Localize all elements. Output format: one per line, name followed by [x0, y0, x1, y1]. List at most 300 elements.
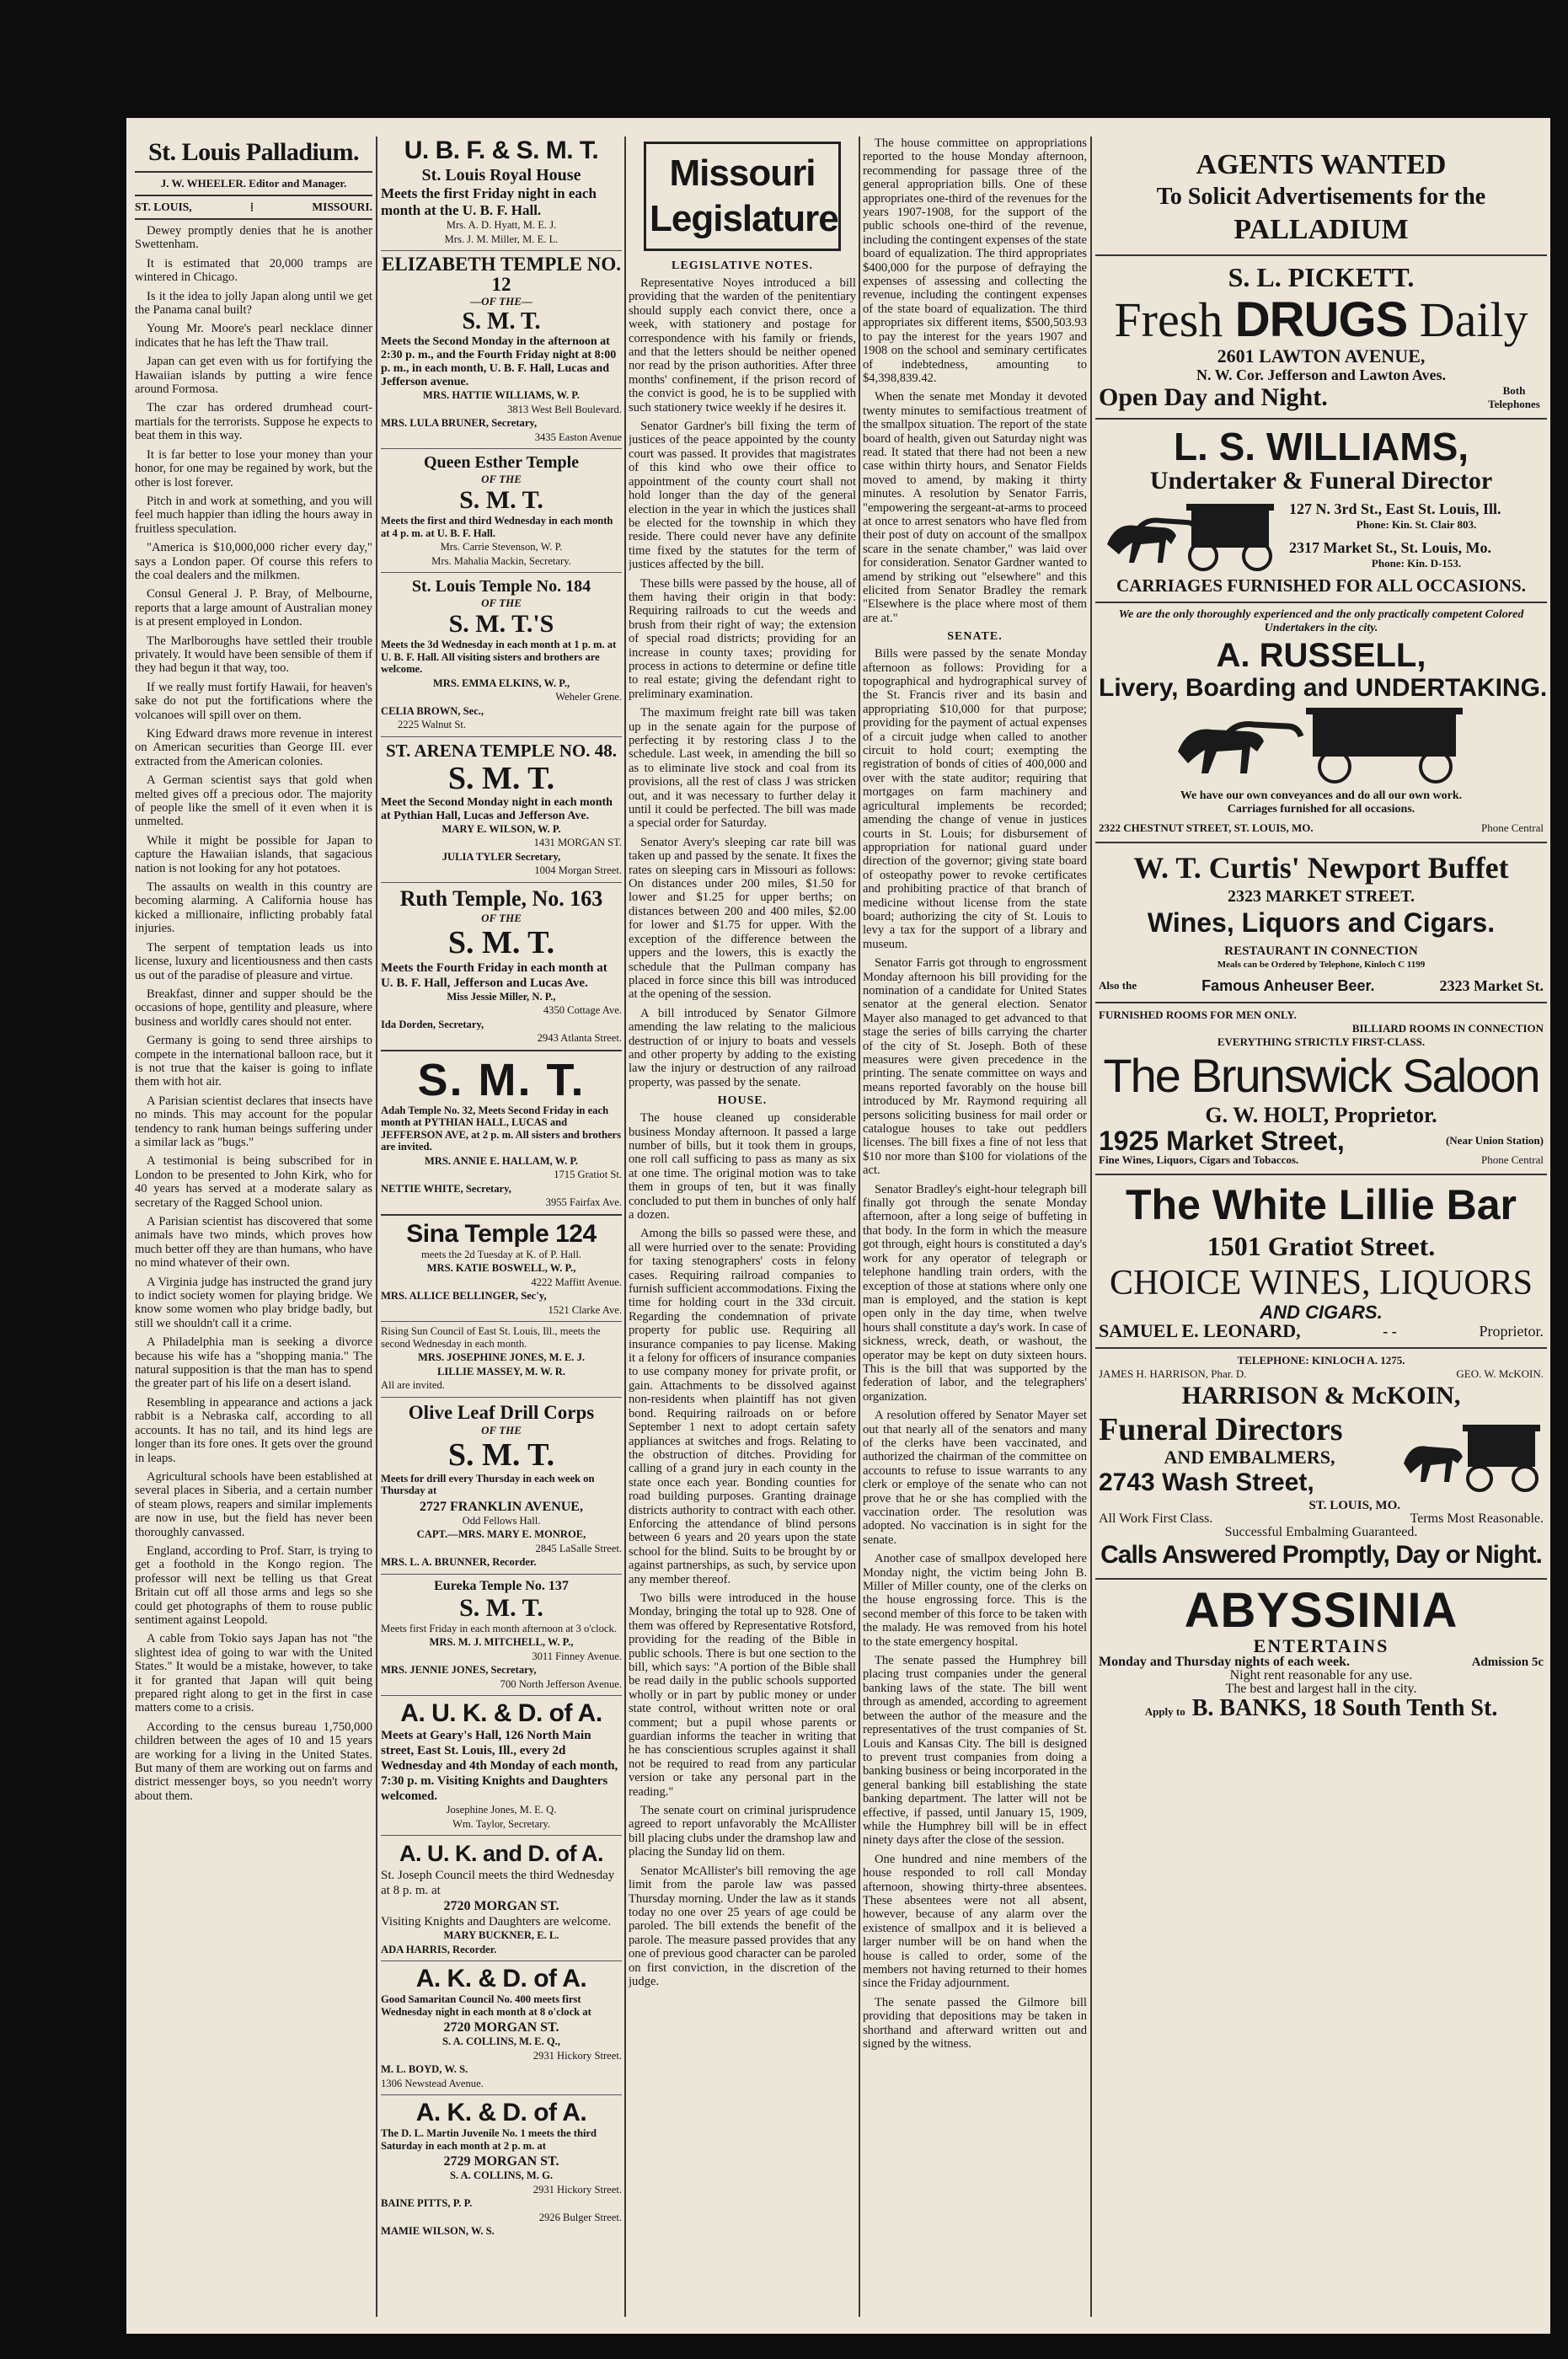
article-paragraph: Consul General J. P. Bray, of Melbourne, reports that a large amount of Australian money is at present employed in London.	[135, 587, 372, 629]
divider	[381, 1835, 622, 1836]
ad-line: Admission 5c	[1471, 1656, 1544, 1669]
article-paragraph: The senate passed the Humphrey bill placing trust companies under the general banking laws of the state. The bill went through as amended, according to agreement between the author of the measure and the representatives of the trust companies of St. Louis and Kansas City. The bill is designed to prevent trust companies from doing a banking business or being incorporated in the general banking bill establishing the state banking department. The latter will not be effective, if passed, until January 15, 1909, while the Humphrey bill will be in effect ninety days after the close of the session.	[863, 1654, 1087, 1848]
divider	[381, 882, 622, 883]
ad-address: 2322 CHESTNUT STREET, ST. LOUIS, MO.	[1099, 821, 1314, 834]
article-paragraph: Bills were passed by the senate Monday afternoon as follows: Providing for a topographical and hydrographical survey of the St. Francis river and its basin and appropriating $10,000 for that purpose; providing for the payment of actual expenses of a circuit judge when called to another circuit to hold court; exempting the registration of bonds of cities of 400,000 and over with the state auditor; requiring that mortgages on farm machinery and agricultural implements be recorded; amending the change of venue in justices courts in St. Louis; for disbursement of appropriation for national guard under direction of the governor; giving state board of osteopathy power to revoke certificates and prohibiting practice of that branch of medicine without license from the state board; authorizing the city of St. Louis to levy a tax for the support of a library and museum.	[863, 647, 1087, 951]
ad-line: We are the only thoroughly experienced and the only practically competent Colored Undertakers in the city.	[1118, 608, 1524, 634]
column-rule	[1090, 136, 1092, 2317]
masthead-title: St. Louis Palladium.	[147, 138, 360, 166]
article-paragraph: A Philadelphia man is seeking a divorce because his wife has a "shopping mania." The natural supposition is that the man has to spend the greater part of his life on a desert island.	[135, 1335, 372, 1391]
lodge-title: A. K. & D. of A.	[415, 1965, 587, 1993]
lodge-officer: MRS. KATIE BOSWELL, W. P.,	[426, 1262, 576, 1274]
column-editorials	[135, 136, 372, 2317]
article-paragraph: Resembling in appearance and actions a jack rabbit is a Nebraska calf, according to all accounts. It has no tail, and its hind legs are longer than its fore ones. It gets over the ground in leaps.	[135, 1395, 372, 1465]
column-legislature-cont	[863, 136, 1087, 2317]
ad-line: FURNISHED ROOMS FOR MEN ONLY.	[1099, 1008, 1297, 1021]
lodge-title: A. U. K. and D. of A.	[399, 1841, 603, 1866]
ad-row	[1099, 1411, 1544, 1512]
divider	[135, 171, 372, 173]
ad-russell-undertaking	[1095, 603, 1547, 843]
lodge-body: Meet the Second Monday night in each month at Pythian Hall, Lucas and Jefferson Ave.	[381, 795, 613, 822]
lodge-body: Visiting Knights and Daughters are welcome.	[381, 1915, 612, 1928]
house-paragraphs	[629, 1111, 856, 1988]
article-paragraph: The house cleaned up considerable business Monday afternoon. It passed a large number of bills, but it took them in groups, one roll call sufficing to pass as many as six at one time. The original motion was to take them in groups of ten, but it was finally concluded to put them in bunches of only half a dozen.	[629, 1111, 856, 1222]
column-rule	[859, 136, 860, 2317]
lodge-body: Meets the first and third Wednesday in each month at 4 p. m. at U. B. F. Hall.	[381, 515, 613, 539]
lodge-ofthe: —OF THE—	[470, 295, 532, 308]
ad-address: 2601 LAWTON AVENUE,	[1217, 345, 1426, 366]
lodge-officer: CELIA BROWN, Sec.,	[381, 704, 484, 717]
article-paragraph: A resolution offered by Senator Mayer set out that nearly all of the senators and many of the clerks have been vaccinated, and authorized the chairman of the committee on accounts to refuse to issue warrants to any clerk or employe of the senate who can not prove that he or she has complied with the vaccination order. The resolution was adopted. No vaccination is in sight for the senate.	[863, 1409, 1087, 1547]
lodge-order: S. M. T.	[462, 308, 541, 334]
lodge-officer: M. L. BOYD, W. S.	[381, 2063, 468, 2075]
article-paragraph: According to the census bureau 1,750,000 children between the ages of 10 and 15 years are working for a living in the United States. But many of them are working out on farms and district messenger boys, so you needn't worry about them.	[135, 1720, 372, 1803]
lodge-address: 2931 Hickory Street.	[532, 2049, 622, 2062]
lodge-officer: Miss Jessie Miller, N. P.,	[447, 990, 556, 1003]
lodge-body: Meets the Second Monday in the afternoon at 2:30 p. m., and the Fourth Friday night at 8:00 p. m., in each month, U. B. F. Hall, Lucas and Jefferson avenue.	[381, 335, 617, 388]
ad-line: The best and largest hall in the city.	[1225, 1682, 1417, 1696]
lodge-order: S. M. T.	[447, 924, 555, 960]
lodge-order: S. M. T.	[447, 1436, 555, 1473]
lodge-officer: ADA HARRIS, Recorder.	[381, 1943, 497, 1955]
article-paragraph: Senator McAllister's bill removing the age limit from the parole law was passed Thursday morning. Under the law as it stands today no one over 25 years of age could be paroled. The bill extends the benefit of the parole. The measure passed provides that any one of previous good character can be paroled on first conviction, in the discretion of the judge.	[629, 1864, 856, 1988]
divider	[381, 2094, 622, 2095]
lodge-title: Olive Leaf Drill Corps	[408, 1401, 595, 1423]
lodge-ubf	[381, 136, 622, 245]
column-lodges	[381, 136, 622, 2317]
column-rule	[376, 136, 377, 2317]
article-paragraph: Pitch in and work at something, and you will feel much happier than idling the hours away in fruitless speculation.	[135, 494, 372, 536]
ad-heading: A. RUSSELL,	[1216, 637, 1426, 674]
lodge-ofthe: OF THE	[481, 911, 522, 924]
lodge-rising-sun	[381, 1325, 622, 1392]
ad-heading: The White Lillie Bar	[1126, 1181, 1517, 1228]
lodge-address: 2720 MORGAN ST.	[443, 1899, 559, 1913]
ad-line: Livery, Boarding and UNDERTAKING.	[1099, 674, 1547, 702]
ad-line: GEO. W. McKOIN.	[1456, 1367, 1544, 1380]
lodge-title: Eureka Temple No. 137	[434, 1578, 569, 1593]
lodge-address: 2845 LaSalle Street.	[535, 1542, 622, 1554]
ad-row	[1099, 384, 1544, 411]
lodge-note: All are invited.	[381, 1379, 445, 1391]
lodge-body: Adah Temple No. 32, Meets Second Friday in each month at PYTHIAN HALL, LUCAS and JEFFERSON AVE, at 2 p. m. All sisters and brothers are invited.	[381, 1104, 622, 1153]
horse-carriage-icon	[1144, 701, 1498, 785]
ad-phone: Phone: Kin. D-153.	[1371, 557, 1462, 570]
article-paragraph: Young Mr. Moore's pearl necklace dinner indicates that he has left the Thaw trail.	[135, 322, 372, 350]
divider	[381, 572, 622, 573]
ad-line: All Work First Class.	[1099, 1511, 1213, 1526]
article-paragraph: Senator Gardner's bill fixing the term of justices of the peace appointed by the county court was passed. It provides that magistrates of this kind who owe their office to appointment of the county court shall not hold longer than the day of the general election in the year in which the justices shall be elected for the township in which they reside. There could never have any definite time fixed by the statutes for the term of justices affected by the bill.	[629, 420, 856, 572]
ad-row	[1099, 1696, 1544, 1721]
article-paragraph: A Parisian scientist declares that insects have no minds. This may account for the popular tendency to rank human beings suffering under a similar lack as "bugs."	[135, 1094, 372, 1149]
article-paragraph: Senator Bradley's eight-hour telegraph bill finally got through the senate Monday afternoon, after a long seige of buffeting in that body. In the form in which the measure got through, eight hours is constituted a day's work for any operator of telegraph or telephone handling train orders, with the exception of those at stations where only one man is employed, and the station is kept open only in the day time, when twelve hours shall constitute a day's work. In case of sickness, wreck, death, or washout, the operator may be kept on duty sixteen hours. This is the bill that was supported by the federation of labor, and the telegraphers' organization.	[863, 1182, 1087, 1404]
lodge-body: Meets the first Friday night in each month at the U. B. F. Hall.	[381, 185, 597, 218]
lodge-officer: MARY BUCKNER, E. L.	[443, 1929, 559, 1941]
article-paragraph: Is it the idea to jolly Japan along until we get the Panama canal built?	[135, 289, 372, 318]
article-paragraph: Germany is going to send three airships to compete in the international balloon race, but it is not true that the kaiser is going to inflate them with hot air.	[135, 1034, 372, 1089]
ad-line: Carriages furnished for all occasions.	[1227, 803, 1415, 816]
ad-address: 127 N. 3rd St., East St. Louis, Ill.	[1289, 500, 1501, 517]
lodge-body: Meets the Fourth Friday in each month at U. B. F. Hall, Jefferson and Lucas Ave.	[381, 960, 607, 990]
ad-address: 2323 Market St.	[1439, 977, 1544, 994]
ad-line: CHOICE WINES, LIQUORS	[1109, 1264, 1533, 1303]
ad-heading: L. S. WILLIAMS,	[1173, 425, 1469, 468]
lodge-officer: Mrs. J. M. Miller, M. E. L.	[444, 233, 559, 245]
appropriation-paragraphs	[863, 136, 1087, 625]
article-paragraph: "America is $10,000,000 richer every day," says a London paper. Of course this refers to the coal dealers and the milkmen.	[135, 541, 372, 582]
ad-row	[1099, 1126, 1544, 1156]
ad-line: AND EMBALMERS,	[1164, 1447, 1335, 1468]
lodge-address: 3955 Fairfax Ave.	[545, 1196, 622, 1208]
article-paragraph: These bills were passed by the house, all of them having their origin in that body: Requiring railroads to cut the weeds and brush from their right of way; the extension of special road districts; providing for an increase in county taxes; providing for process in actions to determine or define title to real estate; giving the defendant right to preliminary examination.	[629, 576, 856, 701]
article-paragraph: If we really must fortify Hawaii, for heaven's sake do not put the fortifications where the volcanoes will spill over on them.	[135, 680, 372, 722]
divider	[381, 1960, 622, 1961]
lodge-order: S. M. T.	[417, 1054, 586, 1105]
lodge-title: Sina Temple 124	[406, 1219, 597, 1248]
lodge-address: 3813 West Bell Boulevard.	[507, 403, 622, 415]
article-paragraph: The assaults on wealth in this country are becoming alarming. A California house has kicked a millionaire, inflicting probably fatal injuries.	[135, 880, 372, 936]
ad-line: (Near Union Station)	[1445, 1134, 1544, 1147]
lodge-officer: Wm. Taylor, Secretary.	[452, 1817, 551, 1830]
lodge-address: 2727 FRANKLIN AVENUE,	[420, 1499, 583, 1514]
ad-address: 2743 Wash Street,	[1099, 1468, 1314, 1496]
lodge-officer: MRS. JENNIE JONES, Secretary,	[381, 1664, 537, 1676]
ad-address: 1501 Gratiot Street.	[1207, 1231, 1436, 1261]
column-advertisements	[1095, 136, 1547, 2317]
lodge-officer: S. A. COLLINS, M. G.	[449, 2169, 554, 2181]
article-paragraph: England, according to Prof. Starr, is trying to get a foothold in the Kongo region. The professor will next be telling us that Great Britain cut off all those arms and legs so she could get photographs of them to rouse public sentiment against Leopold.	[135, 1543, 372, 1627]
lodge-address: 2729 MORGAN ST.	[443, 2154, 559, 2169]
article-paragraph: Among the bills so passed were these, and all were hurried over to the senate: Providing for taxing stenographers' costs in felony cases. Requiring railroad companies to furnish sufficient accommodations. Fixing the time for holding court in the 33d circuit. Regarding the condemnation of private property for public use. Requiring all insurance companies to pay license. Making it a felony for officers of insurance companies to use company money for private profit, or gain. Attachments to be dissolved against non-residents when plaintiff has not given bond. Requiring railroads on or before September 1 next to adopt certain safety appliances at switches and frogs. Relating to the obstruction of ditches. Providing for calling of a grand jury in each county in the state once each year. Bonding counties for road building purposes. Granting drainage districts authority to contract with each other. Enforcing the attendance of blind persons between 6 years and 20 years upon the state school for the blind. Suits to be brought by or against partnerships, as such, by service upon any member thereof.	[629, 1227, 856, 1586]
lodge-address: 3435 Easton Avenue	[534, 431, 622, 443]
ad-row	[1099, 1322, 1544, 1340]
divider	[381, 250, 622, 251]
lodge-order: S. M. T.	[459, 1593, 543, 1622]
lodge-body: St. Joseph Council meets the third Wednesday at 8 p. m. at	[381, 1869, 615, 1897]
ad-line: RESTAURANT IN CONNECTION	[1224, 944, 1418, 958]
ad-text-block	[1099, 1411, 1400, 1512]
ad-line: Calls Answered Promptly, Day or Night.	[1100, 1541, 1542, 1569]
lodge-officer: MARY E. WILSON, W. P.	[442, 822, 561, 835]
article-paragraph: The czar has ordered drumhead court-martials for the terrorists. Suppose he expects to beat them in this way.	[135, 401, 372, 443]
lodge-hall: Odd Fellows Hall.	[462, 1514, 541, 1527]
lodge-order: S. M. T.	[447, 760, 555, 796]
ad-line: AND CIGARS.	[1260, 1302, 1383, 1323]
article-paragraph: King Edward draws more revenue in interest on American securities than George III. ever extracted from the American colonies.	[135, 727, 372, 768]
lodge-ofthe: OF THE	[481, 1423, 522, 1436]
divider	[381, 448, 622, 449]
lodge-officer: MRS. HATTIE WILLIAMS, W. P.	[423, 389, 580, 401]
article-paragraph: Representative Noyes introduced a bill providing that the warden of the penitentiary should supply each convict there, once a week, with stationery and postage for correspondence with his family or friends, and that the letters should be neither opened nor read by the prison authorities. After three months' confinement, if the prison record of the convict is good, he is to be supplied with such stationery twice weekly if he desires it.	[629, 276, 856, 415]
lodge-body: Meets at Geary's Hall, 126 North Main street, East St. Louis, Ill., every 2d Wednesday and 4th Monday of each month, 7:30 p. m. Visiting Knights and Daughters welcomed.	[381, 1729, 618, 1803]
lodge-officer: MRS. LULA BRUNER, Secretary,	[381, 417, 538, 429]
lodge-body: Meets the 3d Wednesday in each month at 1 p. m. at U. B. F. Hall. All visiting sisters and brothers are welcome.	[381, 639, 617, 675]
lodge-body: Rising Sun Council of East St. Louis, Ill., meets the second Wednesday in each month.	[381, 1325, 601, 1350]
ad-harrison-mckoin	[1095, 1349, 1547, 1580]
divider	[381, 1397, 622, 1398]
ad-row	[1099, 1512, 1544, 1526]
article-paragraph: It is estimated that 20,000 tramps are wintered in Chicago.	[135, 256, 372, 285]
ad-abyssinia	[1095, 1580, 1547, 1728]
lodge-address: 1715 Gratiot St.	[554, 1169, 622, 1180]
lodge-address: 2943 Atlanta Street.	[537, 1032, 622, 1044]
ad-williams-undertaker	[1095, 420, 1547, 603]
section-header-missouri-legislature: Missouri Legislature	[644, 142, 841, 251]
lodge-title: ELIZABETH TEMPLE NO. 12	[382, 254, 621, 295]
lodge-title: A. K. & D. of A.	[415, 2099, 587, 2126]
lodge-title: A. U. K. & D. of A.	[400, 1699, 602, 1727]
article-paragraph: A German scientist says that gold when melted gives off a precious odor. The majority of people like the smell of it even when it is unmelted.	[135, 773, 372, 829]
article-paragraph: A bill introduced by Senator Gilmore amending the law relating to the malicious destruction of or injury to boats and vessels and other property by adding to the existing law the injury or destruction of any railroad property, was passed by the senate.	[629, 1006, 856, 1089]
ad-line: Funeral Directors	[1099, 1412, 1343, 1447]
lodge-address: 4222 Maffitt Avenue.	[531, 1276, 622, 1288]
ad-line: CARRIAGES FURNISHED FOR ALL OCCASIONS.	[1116, 575, 1526, 596]
lodge-officer: LILLIE MASSEY, M. W. R.	[436, 1365, 566, 1377]
ad-line: Undertaker & Funeral Director	[1149, 467, 1493, 495]
ad-addresses	[1289, 500, 1544, 570]
article-paragraph: Agricultural schools have been established at several places in Siberia, and a certain number of steam plows, reapers and similar implements are now in use, but the field has never been thoroughly canvassed.	[135, 1469, 372, 1539]
divider	[381, 736, 622, 737]
lodge-queen-esther	[381, 452, 622, 567]
divider	[381, 1050, 622, 1051]
ad-line: Meals can be Ordered by Telephone, Kinloch C 1199	[1217, 960, 1426, 970]
lodge-address: 2931 Hickory Street.	[532, 2183, 622, 2196]
ad-line: PALLADIUM	[1234, 214, 1409, 245]
ad-phone: Phone Central	[1480, 821, 1544, 834]
lodge-title: Queen Esther Temple	[423, 453, 580, 472]
legislative-paragraphs	[629, 276, 856, 1089]
ad-phone: TELEPHONE: KINLOCH A. 1275.	[1237, 1354, 1405, 1367]
horse-hearse-icon	[1400, 1411, 1544, 1504]
ad-address: 2323 MARKET STREET.	[1227, 887, 1415, 906]
article-paragraph: A Parisian scientist has discovered that some animals have two minds, which proves how much better off they are than humans, who have no mind whatever of their own.	[135, 1215, 372, 1270]
article-paragraph: Another case of smallpox developed here Monday night, the victim being John B. Miller of Miller county, one of the clerks on the house engrossing force. This is the second member of this force to be taken with the malady. He was removed from his hotel to the state emergency hospital.	[863, 1552, 1087, 1649]
masthead-state: MISSOURI.	[312, 201, 372, 213]
column-rule	[624, 136, 626, 2317]
subhead-house: HOUSE.	[717, 1094, 768, 1108]
lodge-order: S. M. T.	[459, 486, 543, 514]
ad-pickett-drugs	[1095, 256, 1547, 420]
article-paragraph: The maximum freight rate bill was taken up in the senate again for the purpose of perfecting it by restoring class J to the schedule. Last week, in amending the bill so as to eliminate live stock and coal from its provisions, all the rest of class J was stricken out, and it was necessary to further delay it until it could be perfected. The bill was made a special order for Saturday.	[629, 706, 856, 831]
ad-line: Famous Anheuser Beer.	[1201, 977, 1375, 994]
column-legislature	[629, 136, 856, 2317]
article-paragraph: The senate passed the Gilmore bill providing that depositions may be taken in shorthand and afterward written out and signed by the witness.	[863, 1995, 1087, 2051]
lodge-olive-leaf	[381, 1401, 622, 1569]
lodge-sina	[381, 1220, 622, 1317]
lodge-ofthe: OF THE	[481, 596, 522, 609]
lodge-address: 1431 MORGAN ST.	[533, 837, 622, 848]
lodge-officer: MRS. JOSEPHINE JONES, M. E. J.	[417, 1351, 586, 1363]
ad-line: BILLIARD ROOMS IN CONNECTION	[1351, 1022, 1544, 1035]
article-paragraph: A testimonial is being subscribed for in London to be presented to John Kirk, who for 40 years has served at a moderate salary as secretary of the Ragged School union.	[135, 1154, 372, 1210]
divider	[381, 1214, 622, 1216]
lodge-officer: MRS. EMMA ELKINS, W. P.,	[432, 677, 570, 689]
ad-line: EVERYTHING STRICTLY FIRST-CLASS.	[1217, 1035, 1426, 1048]
masthead-city: ST. LOUIS,	[135, 201, 192, 213]
ad-row	[1099, 1367, 1544, 1381]
ad-line: Open Day and Night.	[1099, 383, 1328, 411]
article-paragraph: Senator Farris got through to engrossment Monday afternoon his bill providing for the nomination of a candidate for United States senator at the general election. Senator Mayer also managed to get advanced to that stage the series of bills carrying the charter of the city of St. Joseph. Both of these measures were given precedence in the printing. The senate committee on ways and means reported favorably on the house bill introduced by Mr. Raymond requiring all persons soliciting business for mail order or catalogue houses to take out peddlers licenses. The bill fixes a fine of not less that $10 nor more than $100 for violations of the act.	[863, 956, 1087, 1178]
ad-heading: ABYSSINIA	[1184, 1583, 1458, 1638]
lodge-officer: CAPT.—MRS. MARY E. MONROE,	[416, 1528, 586, 1540]
lodge-officer: MRS. M. J. MITCHELL, W. P.,	[429, 1636, 574, 1648]
lodge-title: U. B. F. & S. M. T.	[404, 136, 599, 164]
lodge-officer: Josephine Jones, M. E. Q.	[446, 1804, 557, 1816]
ad-word: Fresh	[1114, 292, 1223, 347]
article-paragraph: The serpent of temptation leads us into license, luxury and licentiousness and then casts us out of the paradise of pleasure and virtue.	[135, 940, 372, 982]
article-paragraph: While it might be possible for Japan to capture the Hawaiian islands, that sagacious nation is not looking for any hot potatoes.	[135, 833, 372, 875]
ad-line: N. W. Cor. Jefferson and Lawton Aves.	[1196, 366, 1447, 383]
lodge-officer: BAINE PITTS, P. P.	[381, 2197, 473, 2209]
ad-heading: S. L. PICKETT.	[1228, 262, 1415, 292]
ad-address: B. BANKS, 18 South Tenth St.	[1191, 1695, 1498, 1721]
lodge-officer: MAMIE WILSON, W. S.	[381, 2225, 495, 2237]
article-paragraph: Breakfast, dinner and supper should be the occasions of hope, gentility and pleasure, where business and worldly cares should not enter.	[135, 987, 372, 1029]
ad-drugs-line	[1099, 293, 1544, 347]
ad-line: Night rent reasonable for any use.	[1229, 1668, 1413, 1682]
ad-line: Wines, Liquors and Cigars.	[1147, 907, 1496, 938]
lodge-address: 1521 Clarke Ave.	[548, 1303, 622, 1316]
ad-line: To Solicit Advertisements for the	[1156, 184, 1486, 210]
lodge-body: Meets first Friday in each month afternoon at 3 o'clock.	[381, 1622, 617, 1634]
lodge-title: Ruth Temple, No. 163	[399, 885, 603, 911]
ad-line: JAMES H. HARRISON, Phar. D.	[1099, 1367, 1247, 1380]
lodge-officer: Mrs. Carrie Stevenson, W. P.	[440, 541, 563, 553]
article-paragraph: The Marlboroughs have settled their trouble privately. It would have been sensible of them if they had begun it that way, too.	[135, 634, 372, 676]
ad-row	[1099, 821, 1544, 835]
editorial-paragraphs	[135, 224, 372, 1803]
ad-heading: AGENTS WANTED	[1196, 149, 1447, 180]
lodge-auk-geary	[381, 1699, 622, 1830]
article-paragraph: It is far better to lose your money than your honor, for one may be regained by work, but the other is lost forever.	[135, 447, 372, 489]
ad-line: ST. LOUIS, MO.	[1308, 1499, 1400, 1512]
article-paragraph: Japan can get even with us for fortifying the Hawaiian islands by putting a wire fence around Formosa.	[135, 355, 372, 397]
lodge-body: Good Samaritan Council No. 400 meets first Wednesday night in each month at 8 o'clock at	[381, 1993, 591, 2018]
lodge-officer: MRS. ANNIE E. HALLAM, W. P.	[424, 1154, 579, 1167]
ad-line: Apply to	[1144, 1705, 1185, 1718]
newspaper-page	[126, 118, 1550, 2334]
ad-heading: The Brunswick Saloon	[1103, 1049, 1539, 1102]
ad-brunswick-saloon	[1095, 1003, 1547, 1175]
lodge-officer: S. A. COLLINS, M. E. Q.,	[442, 2035, 560, 2047]
article-paragraph: When the senate met Monday it devoted twenty minutes to semifactious treatment of the smallpox situation. The report of the state board of health, given out Saturday night was read. It stated that there had not been a new case within thirty hours, and Senator Fields moved to amend, by making it thirty minutes. A resolution by Senator Farris, "empowering the sergeant-at-arms to proceed at once to arrest senators who have fled from their post of duty on account of the smallpox scare in the senate chamber," was laid over for consideration. Senator Gardner wanted to amend by striking out "elsewhere" and this elicited from Senator Bradley the remark "Elsewhere is the place where most of them are at."	[863, 390, 1087, 625]
ad-white-lillie-bar	[1095, 1175, 1547, 1349]
article-paragraph: A cable from Tokio says Japan has not "the slightest idea of going to war with the United States." It would be a mistake, however, to take it for granted that Japan will quit being prepared right along to get in the first in case matters come to a crisis.	[135, 1632, 372, 1715]
lodge-address: 3011 Finney Avenue.	[532, 1650, 622, 1662]
ad-line: ENTERTAINS	[1253, 1635, 1389, 1656]
lodge-akd-juvenile	[381, 2099, 622, 2238]
lodge-title: St. Louis Temple No. 184	[411, 577, 591, 596]
lodge-order: S. M. T.'S	[448, 610, 554, 638]
lodge-adah	[381, 1056, 622, 1209]
lodge-ofthe: OF THE	[481, 473, 522, 485]
lodge-body: The D. L. Martin Juvenile No. 1 meets the third Saturday in each month at 2 p. m. at	[381, 2127, 597, 2152]
divider	[381, 1695, 622, 1696]
ad-line: Terms Most Reasonable.	[1410, 1511, 1544, 1526]
lodge-address: 2720 MORGAN ST.	[443, 2020, 559, 2035]
masthead-dateline	[135, 201, 372, 214]
article-paragraph: A Virginia judge has instructed the grand jury to indict society women for playing bridge. We know some women who play bridge badly, but still we shouldn't call it a crime.	[135, 1275, 372, 1330]
lodge-body: Meets for drill every Thursday in each week on Thursday at	[381, 1472, 595, 1496]
ad-line: G. W. HOLT, Proprietor.	[1205, 1103, 1437, 1127]
ad-phone: Phone: Kin. St. Clair 803.	[1356, 518, 1477, 531]
lodge-officer: JULIA TYLER Secretary,	[442, 850, 561, 863]
ad-row	[1099, 976, 1544, 995]
lodge-address: 700 North Jefferson Avenue.	[500, 1677, 622, 1690]
ad-address: 2317 Market St., St. Louis, Mo.	[1289, 539, 1491, 556]
divider	[135, 218, 372, 220]
lodge-address: 2926 Bulger Street.	[538, 2211, 622, 2223]
lodge-address: Weheler Grene.	[555, 691, 622, 703]
ad-agents-wanted	[1095, 136, 1547, 256]
lodge-officer: Mrs. Mahalia Mackin, Secretary.	[431, 554, 571, 567]
ad-line: We have our own conveyances and do all our own work.	[1180, 789, 1463, 802]
masthead-sep: ⁞	[249, 201, 254, 213]
lodge-officer: Ida Dorden, Secretary,	[381, 1018, 484, 1030]
subhead-senate: SENATE.	[947, 630, 1003, 644]
ad-heading: W. T. Curtis' Newport Buffet	[1133, 851, 1509, 885]
lodge-akd-good-samaritan	[381, 1965, 622, 2089]
lodge-address: 1004 Morgan Street.	[534, 864, 622, 876]
senate-paragraphs	[863, 647, 1087, 2051]
lodge-ruth	[381, 886, 622, 1045]
ad-word: DRUGS	[1234, 292, 1408, 347]
lodge-subtitle: St. Louis Royal House	[421, 166, 581, 185]
ad-row	[1099, 497, 1544, 573]
ad-phone: Phone Central	[1480, 1153, 1544, 1166]
lodge-eureka	[381, 1578, 622, 1691]
divider	[381, 1574, 622, 1575]
lodge-elizabeth	[381, 254, 622, 443]
ad-line: Monday and Thursday nights of each week.	[1099, 1655, 1350, 1669]
ad-heading: HARRISON & McKOIN,	[1181, 1382, 1461, 1410]
ad-word: Daily	[1419, 292, 1528, 347]
ad-line: Fine Wines, Liquors, Cigars and Tobaccos.	[1099, 1153, 1299, 1166]
ad-line: SAMUEL E. LEONARD,	[1099, 1320, 1301, 1341]
article-paragraph: One hundred and nine members of the house responded to roll call Monday afternoon, showing thirty-three absentees. These absentees were not all absent, however, because of any alarm over the existence of smallpox and it is believed a larger number will be on hand when the house is called to order, some of the members not having returned to their homes since the Friday adjournment.	[863, 1852, 1087, 1991]
divider	[381, 1321, 622, 1322]
subhead-legislative-notes: LEGISLATIVE NOTES.	[672, 259, 813, 272]
ad-line: Also the	[1099, 979, 1137, 992]
ad-phone: Both Telephones	[1488, 384, 1540, 410]
masthead-editor: J. W. WHEELER. Editor and Manager.	[160, 177, 347, 190]
lodge-officer: Mrs. A. D. Hyatt, M. E. J.	[446, 219, 557, 231]
divider	[135, 195, 372, 196]
lodge-officer: MRS. L. A. BRUNNER, Recorder.	[381, 1556, 537, 1568]
article-paragraph: The senate court on criminal jurisprudence agreed to report unfavorably the McAllister bill placing clubs under the dramshop law and placing the Sunday lid on them.	[629, 1804, 856, 1859]
ad-address: 1925 Market Street,	[1099, 1126, 1345, 1156]
ad-line: Proprietor.	[1479, 1323, 1544, 1340]
horse-hearse-icon	[1099, 497, 1284, 573]
lodge-officer: NETTIE WHITE, Secretary,	[381, 1182, 511, 1195]
article-paragraph: The house committee on appropriations reported to the house Monday afternoon, recommending for passage three of the general appropriation bills. One of these appropriates one-third of the revenues for the years 1907-1908, for the support of the public schools one-third of the revenue, including the contingent expenses of the state board of equalization. The third appropriates $400,000 for the purpose of defraying the expenses of assessing and collecting the revenue, including the contingent expenses of the state board of equalization. The third appropriates six different items, $500,503.93 to pay the interest for the years 1907 and 1908 on the school and seminary certificates of indebtedness, amounting to $4,398,839.42.	[863, 136, 1087, 385]
article-paragraph: Two bills were introduced in the house Monday, bringing the total up to 928. One of them was offered by Representative Rotsford, providing for the reading of the Bible in public schools. There is but one section to the bill, which says: "A portion of the Bible shall be read daily in the public schools supported wholly or in part by public money or under state control, without written note or oral comment; but a pupil whose parents or guardian informs the teacher in writing that he has conscientious scruples against it shall not be required to read from any particular version or take any personal part in the reading."	[629, 1591, 856, 1799]
lodge-auk-st-joseph	[381, 1839, 622, 1955]
ad-row	[1099, 1656, 1544, 1669]
article-paragraph: Dewey promptly denies that he is another Swettenham.	[135, 224, 372, 252]
lodge-body: meets the 2d Tuesday at K. of P. Hall.	[421, 1248, 581, 1260]
lodge-officer: MRS. ALLICE BELLINGER, Sec'y,	[381, 1290, 547, 1302]
ad-line: Successful Embalming Guaranteed.	[1224, 1525, 1418, 1539]
lodge-st-arena	[381, 741, 622, 877]
lodge-address: 4350 Cottage Ave.	[543, 1004, 622, 1016]
lodge-address: 1306 Newstead Avenue.	[381, 2077, 484, 2089]
lodge-st-louis-184	[381, 576, 622, 731]
article-paragraph: Senator Avery's sleeping car rate bill was taken up and passed by the senate. It fixes the rates on sleeping cars in Missouri as follows: On distances under 200 miles, $1.50 for lower and $1.25 for upper berths; on distances between 200 and 400 miles, $2.00 for lower and $1.75 for upper. With the exception of the difference between the uppers and the lowers, this is exactly the schedule that the Pullman company has placed in force since this bill was introduced at the opening of the session.	[629, 835, 856, 1002]
ad-line: - -	[1383, 1323, 1397, 1340]
lodge-address: 2225 Walnut St.	[398, 719, 466, 730]
ad-curtis-buffet	[1095, 843, 1547, 1003]
